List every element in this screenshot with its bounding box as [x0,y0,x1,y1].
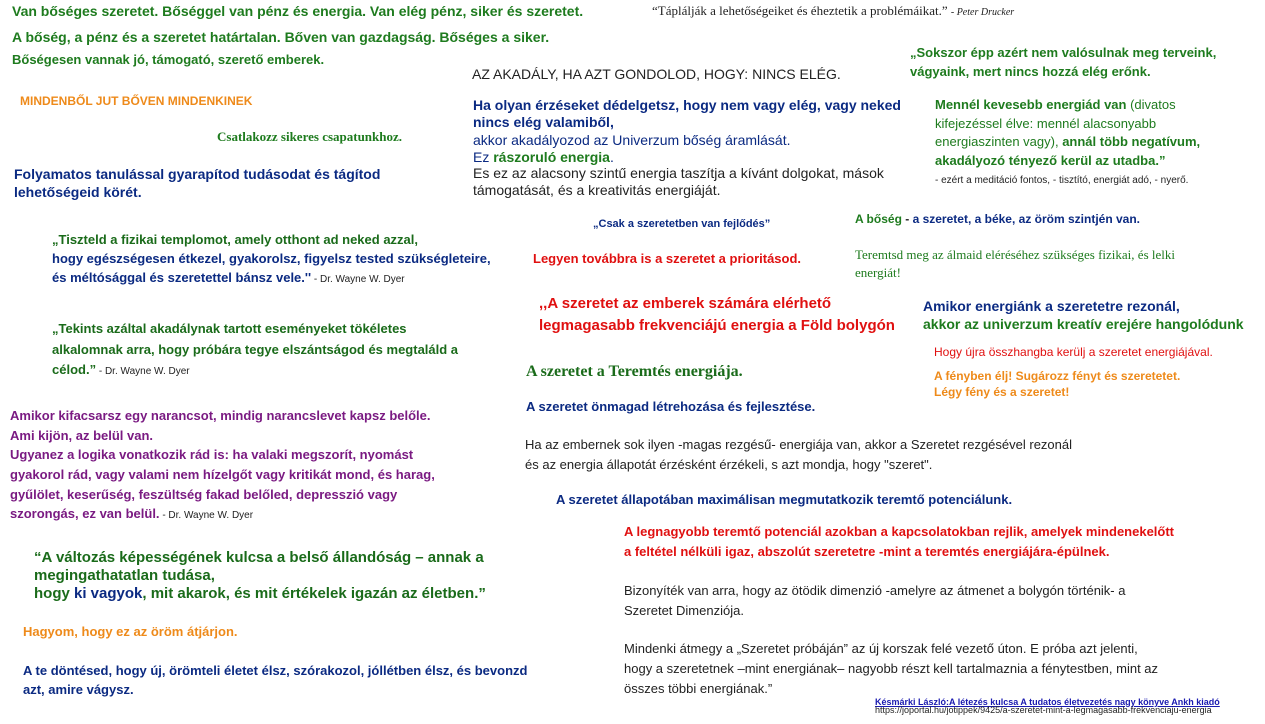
valtozas-line-2: megingathatatlan tudása, [34,567,215,584]
narancs-line-1: Amikor kifacsarsz egy narancsot, mindig narancslevet kapsz belőle. [10,408,431,423]
teremtsd-line-1: Teremtsd meg az álmaid eléréséhez szükséges fizikai, és lelki [855,247,1175,262]
akadaly-line-5: Es ez az alacsony szintű energia taszítja a kívánt dolgokat, mások [473,165,884,181]
prioritas-text: Legyen továbbra is a szeretet a prioritásod. [533,251,802,266]
mennel-line-3 [935,134,1200,151]
templom-line-1: „Tiszteld a fizikai templomot, amely otthont ad neked azzal, [52,232,418,247]
mennel-line-2: kifejezéssel élve: mennél alacsonyabb [935,116,1157,131]
akadaly-title: AZ AKADÁLY, HA AZT GONDOLOD, HOGY: NINCS ELÉG. [472,66,841,82]
valtozas-line-1: “A változás képességének kulcsa a belső állandóság – annak a [34,549,484,566]
valtozas-line-3a: hogy [34,585,74,602]
tanulas-line-2: lehetőségeid körét. [14,184,142,200]
templom-line-3-text: és méltósággal és szeretettel bánsz vele.'' [52,270,312,285]
tekints-line-3 [52,362,190,379]
abundance-line-3: Bőségesen vannak jó, támogató, szerető emberek. [12,52,325,67]
potencial-line-2: a feltétel nélküli igaz, abszolút szeretetre -mint a teremtés energiájára-épülnek. [624,544,1110,559]
boseg-a: A bőség [855,212,902,226]
sokszor-line-1: „Sokszor épp azért nem valósulnak meg terveink, [910,45,1217,60]
sokszor-line-2: vágyaink, mert nincs hozzá elég erőnk. [910,64,1151,79]
mindenbol-heading: MINDENBŐL JUT BŐVEN MINDENKINEK [20,94,253,108]
akadaly-line-3: akkor akadályozod az Univerzum bőség áramlását. [473,132,791,148]
valtozas-line-3b: ki vagyok [74,585,143,602]
abundance-line-1: Van bőséges szeretet. Bőséggel van pénz és energia. Van elég pénz, siker és szeretet. [12,3,584,19]
fenyben-line-2: Légy fény és a szeretet! [934,385,1070,399]
teremtes-heading: A szeretet a Teremtés energiája. [526,363,743,380]
fejlodes-text: „Csak a szeretetben van fejlődés” [593,218,771,230]
mennel-line-3a: energiaszinten vagy), [935,134,1063,149]
drucker-author: - Peter Drucker [950,7,1015,18]
valtozas-line-3 [34,584,486,604]
dontesed-line-2: azt, amire vágysz. [23,682,134,697]
source-url[interactable]: https://joportal.hu/jotippek/9425/a-szeretet-mint-a-legmagasabb-frekvenciaju-energia [875,705,1212,715]
templom-line-2: hogy egészségesen étkezel, gyakorolsz, figyelsz tested szükségleteire, [52,251,491,266]
akadaly-line-4c: . [609,149,614,165]
akadaly-line-6: támogatását, és a kreativitás energiáját. [473,182,721,198]
atmegy-line-1: Mindenki átmegy a „Szeretet próbáján” az új korszak felé vezető úton. E próba azt jelenti, [624,641,1138,656]
drucker-quote [652,3,1014,20]
mennel-line-5: - ezért a meditáció fontos, - tisztító, energiát adó, - nyerő. [935,175,1189,186]
boseg-c: a szeretet, a béke, az öröm szintjén van. [912,212,1140,226]
narancs-line-6 [10,506,253,523]
bizonyitek-line-2: Szeretet Dimenziója. [624,603,744,618]
fenyben-line-1: A fényben élj! Sugározz fényt és szeretetet. [934,369,1181,383]
atmegy-line-3: összes többi energiának.” [624,681,773,696]
narancs-line-6-text: szorongás, ez van belül. [10,506,160,521]
narancs-line-5: gyűlölet, keserűség, feszültség fakad belőled, depresszió vagy [10,487,398,502]
tekints-line-1: „Tekints azáltal akadálynak tartott eseményeket tökéletes [52,321,407,336]
boseg-b: - [901,212,913,226]
allapot-text: A szeretet állapotában maximálisan megmutatkozik teremtő potenciálunk. [556,492,1013,507]
osszhang-text: Hogy újra összhangba kerülj a szeretet energiájával. [934,345,1213,359]
boseg-szeretet [855,212,1140,228]
abundance-line-2: A bőség, a pénz és a szeretet határtalan. Bőven van gazdagság. Bőséges a siker. [12,29,550,45]
letrehozasa-text: A szeretet önmagad létrehozása és fejlesztése. [526,399,816,414]
mennel-line-3b: annál több negatívum, [1062,134,1201,149]
drucker-quote-text: “Táplálják a lehetőségeiket és éheztetik a problémáikat.” [652,3,948,18]
source-book-link[interactable]: Késmárki László:A létezés kulcsa A tudatos életvezetés nagy könyve Ankh kiadó [875,697,1220,707]
hagyom-text: Hagyom, hogy ez az öröm átjárjon. [23,624,238,639]
narancs-author: - Dr. Wayne W. Dyer [159,510,254,521]
templom-line-3 [52,270,405,287]
mennel-line-1b: (divatos [1126,97,1176,112]
mennel-line-1 [935,97,1176,114]
mennel-line-4: akadályozó tényező kerül az utadba.” [935,153,1166,168]
narancs-line-2: Ami kijön, az belül van. [10,428,154,443]
potencial-line-1: A legnagyobb teremtő potenciál azokban a kapcsolatokban rejlik, amelyek mindenekelőtt [624,524,1175,539]
tanulas-line-1: Folyamatos tanulással gyarapítod tudásodat és tágítod [14,166,381,182]
frekvencia-line-2: legmagasabb frekvenciájú energia a Föld bolygón [539,317,895,334]
csatlakozz-text: Csatlakozz sikeres csapatunkhoz. [217,129,403,144]
rezges-line-1: Ha az embernek sok ilyen -magas rezgésű- energiája van, akkor a Szeretet rezgésével rezonál [525,437,1072,452]
atmegy-line-2: hogy a szeretetnek –mint energiának– nagyobb részt kell tartalmaznia a fénytestben, mint az [624,661,1159,676]
narancs-line-3: Ugyanez a logika vonatkozik rád is: ha valaki megszorít, nyomást [10,447,414,462]
narancs-line-4: gyakorol rád, vagy valami nem hízelgőt vagy kritikát mond, és harag, [10,467,435,482]
templom-author: - Dr. Wayne W. Dyer [311,274,405,285]
akadaly-line-4a: Ez [473,149,494,165]
dontesed-line-1: A te döntésed, hogy új, örömteli életet élsz, szórakozol, jóllétben élsz, és bevonzd [23,663,528,678]
tekints-line-2: alkalomnak arra, hogy próbára tegye elszántságod és megtaláld a [52,342,459,357]
akadaly-bold-2: nincs elég valamiből, [473,114,614,130]
teremtsd-line-2: energiát! [855,265,901,280]
mennel-line-1a: Mennél kevesebb energiád van [935,97,1127,112]
akadaly-bold-1: Ha olyan érzéseket dédelgetsz, hogy nem vagy elég, vagy neked [473,97,901,113]
tekints-line-3-text: célod.” [52,362,97,377]
bizonyitek-line-1: Bizonyíték van arra, hogy az ötödik dimenzió -amelyre az átmenet a bolygón történik- a [624,583,1126,598]
akadaly-line-4b: rászoruló energia [493,149,610,165]
tekints-author: - Dr. Wayne W. Dyer [96,366,190,377]
valtozas-line-3c: , mit akarok, és mit értékelek igazán az életben.” [142,585,486,602]
frekvencia-line-1: ,,A szeretet az emberek számára elérhető [539,295,832,312]
rezonal-line-2: akkor az univerzum kreatív erejére hangolódunk [923,316,1244,332]
rezonal-line-1: Amikor energiánk a szeretetre rezonál, [923,298,1180,314]
rezges-line-2: és az energia állapotát érzésként érzékeli, s azt mondja, hogy "szeret". [525,457,933,472]
